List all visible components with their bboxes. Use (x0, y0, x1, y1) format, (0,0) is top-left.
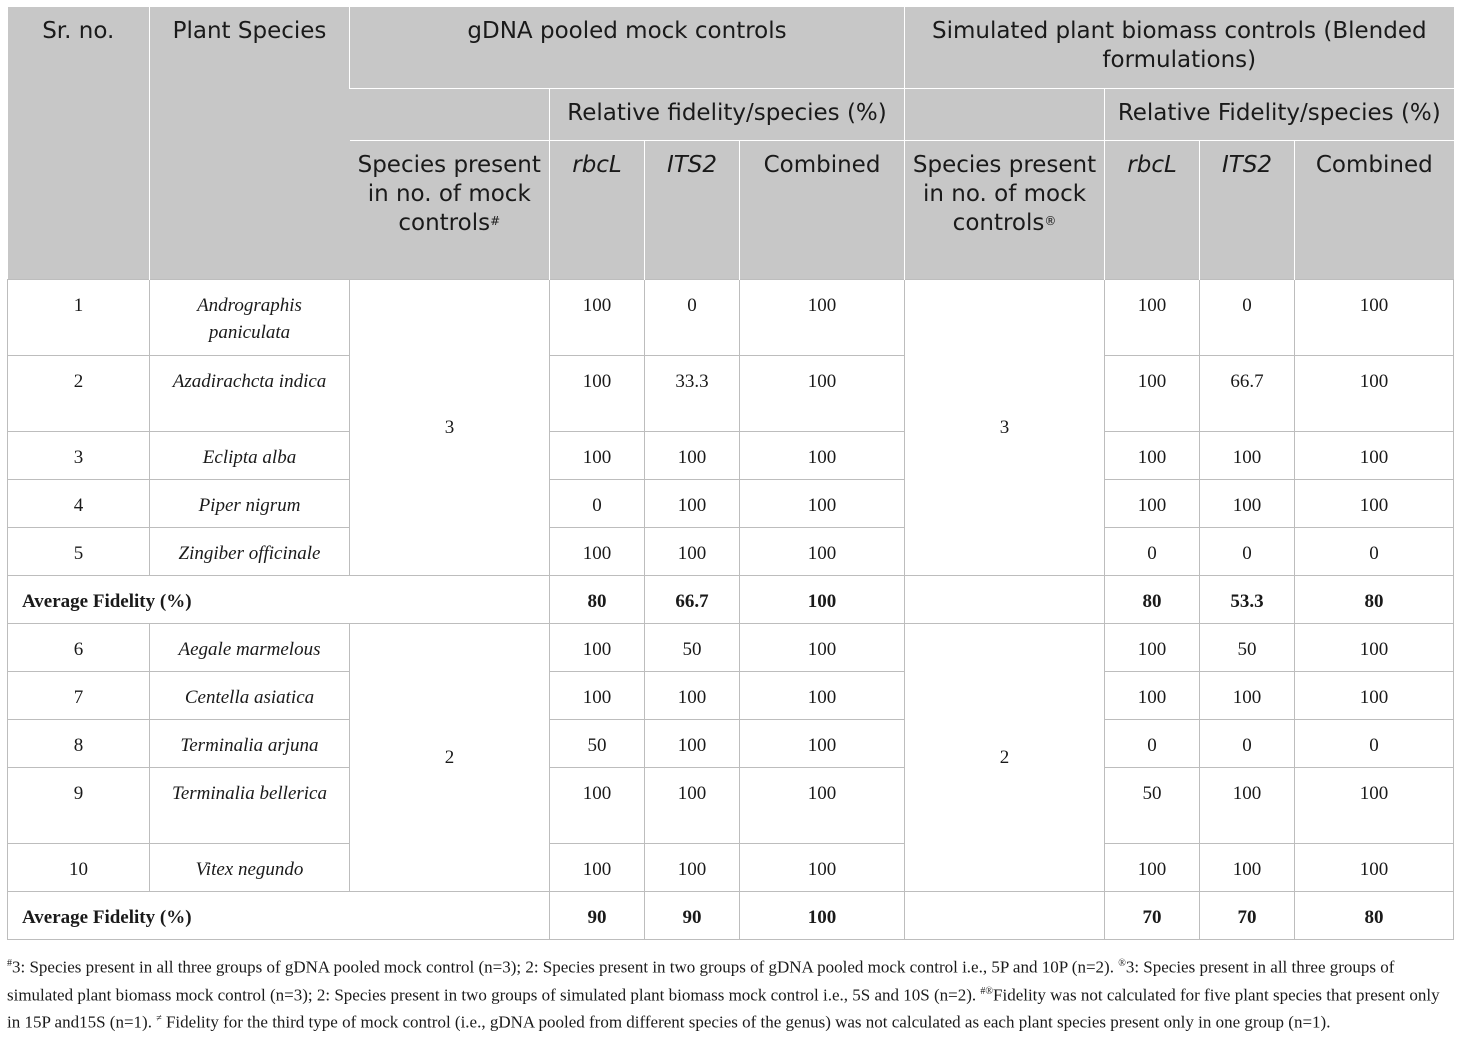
average-row (8, 891, 1454, 939)
col-header-biomass-combined: Combined (1295, 140, 1454, 279)
cell-gdna-rbcl: 100 (550, 623, 645, 671)
cell-gdna-its2: 100 (645, 767, 740, 843)
cell-biomass-combined: 100 (1295, 431, 1454, 479)
cell-biomass-rbcl: 100 (1105, 843, 1200, 891)
cell-biomass-combined: 0 (1295, 527, 1454, 575)
cell-species: Eclipta alba (150, 431, 350, 479)
cell-gdna-combined: 100 (740, 767, 905, 843)
cell-biomass-its2: 100 (1200, 671, 1295, 719)
avg-gdna-rbcl: 80 (550, 575, 645, 623)
table-row (8, 767, 1454, 843)
cell-gdna-rbcl: 50 (550, 719, 645, 767)
cell-gdna-rbcl: 0 (550, 479, 645, 527)
cell-biomass-its2: 0 (1200, 719, 1295, 767)
cell-gdna-mock-count: 3 (350, 279, 550, 575)
cell-biomass-rbcl: 0 (1105, 719, 1200, 767)
col-header-gdna-rbcl: rbcL (550, 140, 645, 279)
fidelity-table (7, 7, 1454, 940)
cell-gdna-combined: 100 (740, 843, 905, 891)
cell-biomass-combined: 100 (1295, 623, 1454, 671)
cell-biomass-rbcl: 100 (1105, 623, 1200, 671)
avg-biomass-combined: 80 (1295, 891, 1454, 939)
cell-gdna-mock-count: 2 (350, 623, 550, 891)
col-header-plant-species: Plant Species (150, 7, 350, 279)
cell-biomass-its2: 100 (1200, 479, 1295, 527)
cell-biomass-its2: 0 (1200, 527, 1295, 575)
cell-sr: 7 (8, 671, 150, 719)
cell-sr: 2 (8, 355, 150, 431)
col-header-sr-no: Sr. no. (8, 7, 150, 279)
cell-biomass-combined: 0 (1295, 719, 1454, 767)
cell-gdna-combined: 100 (740, 527, 905, 575)
avg-biomass-its2: 53.3 (1200, 575, 1295, 623)
table-row (8, 431, 1454, 479)
avg-biomass-rbcl: 70 (1105, 891, 1200, 939)
table-body (8, 279, 1454, 939)
cell-gdna-its2: 0 (645, 279, 740, 355)
cell-gdna-rbcl: 100 (550, 279, 645, 355)
col-header-gdna-its2: ITS2 (645, 140, 740, 279)
cell-biomass-rbcl: 100 (1105, 355, 1200, 431)
cell-gdna-rbcl: 100 (550, 767, 645, 843)
table-row (8, 623, 1454, 671)
cell-biomass-its2: 0 (1200, 279, 1295, 355)
cell-gdna-its2: 100 (645, 527, 740, 575)
cell-sr: 4 (8, 479, 150, 527)
cell-gdna-combined: 100 (740, 355, 905, 431)
cell-gdna-rbcl: 100 (550, 671, 645, 719)
cell-biomass-rbcl: 0 (1105, 527, 1200, 575)
table-row (8, 279, 1454, 355)
cell-sr: 10 (8, 843, 150, 891)
cell-biomass-rbcl: 100 (1105, 431, 1200, 479)
cell-species: Zingiber officinale (150, 527, 350, 575)
cell-sr: 8 (8, 719, 150, 767)
cell-gdna-combined: 100 (740, 431, 905, 479)
table-row (8, 479, 1454, 527)
cell-biomass-its2: 66.7 (1200, 355, 1295, 431)
avg-gdna-combined: 100 (740, 891, 905, 939)
col-header-gdna-combined: Combined (740, 140, 905, 279)
cell-gdna-its2: 50 (645, 623, 740, 671)
footnote-marker-hash: # (490, 213, 501, 228)
footnote-marker: #® (980, 985, 994, 997)
avg-gdna-combined: 100 (740, 575, 905, 623)
cell-gdna-its2: 33.3 (645, 355, 740, 431)
cell-biomass-mock-count: 2 (905, 623, 1105, 891)
avg-biomass-combined: 80 (1295, 575, 1454, 623)
cell-species: Vitex negundo (150, 843, 350, 891)
cell-sr: 9 (8, 767, 150, 843)
cell-biomass-its2: 50 (1200, 623, 1295, 671)
cell-biomass-its2: 100 (1200, 767, 1295, 843)
cell-species: Aegale marmelous (150, 623, 350, 671)
average-fidelity-label: Average Fidelity (%) (8, 575, 550, 623)
cell-species: Centella asiatica (150, 671, 350, 719)
cell-biomass-combined: 100 (1295, 355, 1454, 431)
cell-sr: 6 (8, 623, 150, 671)
avg-biomass-rbcl: 80 (1105, 575, 1200, 623)
avg-gdna-rbcl: 90 (550, 891, 645, 939)
average-row (8, 575, 1454, 623)
cell-gdna-its2: 100 (645, 671, 740, 719)
footnote-marker: ® (1118, 958, 1126, 969)
cell-gdna-its2: 100 (645, 843, 740, 891)
cell-gdna-rbcl: 100 (550, 431, 645, 479)
cell-biomass-combined: 100 (1295, 479, 1454, 527)
cell-gdna-combined: 100 (740, 279, 905, 355)
col-header-biomass-its2: ITS2 (1200, 140, 1295, 279)
cell-gdna-combined: 100 (740, 479, 905, 527)
group-header-gdna: gDNA pooled mock controls (350, 7, 905, 88)
footnote-text: 3: Species present in all three groups of gDNA pooled mock control (n=3); 2: Species present in two groups of gDNA pooled mock control i.e., 5P and 10P (n=2). (12, 957, 1119, 977)
header-spacer (905, 88, 1105, 140)
cell-biomass-mock-count: 3 (905, 279, 1105, 575)
subheader-biomass-relative-fidelity: Relative Fidelity/species (%) (1105, 88, 1454, 140)
avg-gdna-its2: 90 (645, 891, 740, 939)
footnote-marker-registered: ® (1044, 213, 1057, 228)
cell-biomass-its2: 100 (1200, 431, 1295, 479)
cell-biomass-combined: 100 (1295, 843, 1454, 891)
cell-gdna-its2: 100 (645, 719, 740, 767)
col-header-gdna-species-present: Species present in no. of mock controls# (350, 140, 550, 279)
cell-gdna-combined: 100 (740, 671, 905, 719)
table-row (8, 355, 1454, 431)
cell-biomass-combined: 100 (1295, 767, 1454, 843)
cell-gdna-rbcl: 100 (550, 355, 645, 431)
footnote-text: Fidelity for the third type of mock control (i.e., gDNA pooled from different species of the genus) was not calculated as each plant species present only in one group (n=1). (161, 1012, 1331, 1032)
cell-biomass-rbcl: 100 (1105, 279, 1200, 355)
cell-biomass-rbcl: 50 (1105, 767, 1200, 843)
cell-gdna-combined: 100 (740, 719, 905, 767)
cell-species: Azadirachcta indica (150, 355, 350, 431)
cell-gdna-its2: 100 (645, 479, 740, 527)
average-fidelity-label: Average Fidelity (%) (8, 891, 550, 939)
cell-sr: 3 (8, 431, 150, 479)
cell-species: Terminalia arjuna (150, 719, 350, 767)
footnote-marker: ≠ (156, 1013, 162, 1025)
cell-biomass-its2: 100 (1200, 843, 1295, 891)
cell-gdna-combined: 100 (740, 623, 905, 671)
cell-sr: 5 (8, 527, 150, 575)
footnote-marker: # (7, 958, 12, 969)
cell-gdna-rbcl: 100 (550, 843, 645, 891)
cell-sr: 1 (8, 279, 150, 355)
cell-gdna-its2: 100 (645, 431, 740, 479)
cell-species: Andrographis paniculata (150, 279, 350, 355)
cell-biomass-combined: 100 (1295, 279, 1454, 355)
footnote-text: 3: Species present in all three groups of simulated plant biomass mock control (n=3); 2: Species present in two groups of simulated plant biomass mock control i.e., 5S and 10S (n=2). (7, 957, 1395, 1005)
col-header-biomass-species-present: Species present in no. of mock controls® (905, 140, 1105, 279)
avg-gdna-its2: 66.7 (645, 575, 740, 623)
cell-biomass-combined: 100 (1295, 671, 1454, 719)
cell-species: Terminalia bellerica (150, 767, 350, 843)
table-header (8, 7, 1454, 279)
subheader-gdna-relative-fidelity: Relative fidelity/species (%) (550, 88, 905, 140)
table-row (8, 671, 1454, 719)
avg-biomass-its2: 70 (1200, 891, 1295, 939)
footnote-text: Fidelity was not calculated for five plant species that present only in 15P and15S (n=1). (7, 985, 1440, 1032)
group-header-biomass: Simulated plant biomass controls (Blended formulations) (905, 7, 1454, 88)
cell-biomass-rbcl: 100 (1105, 479, 1200, 527)
header-spacer (350, 88, 550, 140)
table-row (8, 527, 1454, 575)
table-row (8, 843, 1454, 891)
avg-biomass-empty (905, 575, 1105, 623)
cell-biomass-rbcl: 100 (1105, 671, 1200, 719)
cell-species: Piper nigrum (150, 479, 350, 527)
table-row (8, 719, 1454, 767)
table-footnote (7, 952, 1453, 1035)
col-header-biomass-rbcl: rbcL (1105, 140, 1200, 279)
cell-gdna-rbcl: 100 (550, 527, 645, 575)
avg-biomass-empty (905, 891, 1105, 939)
